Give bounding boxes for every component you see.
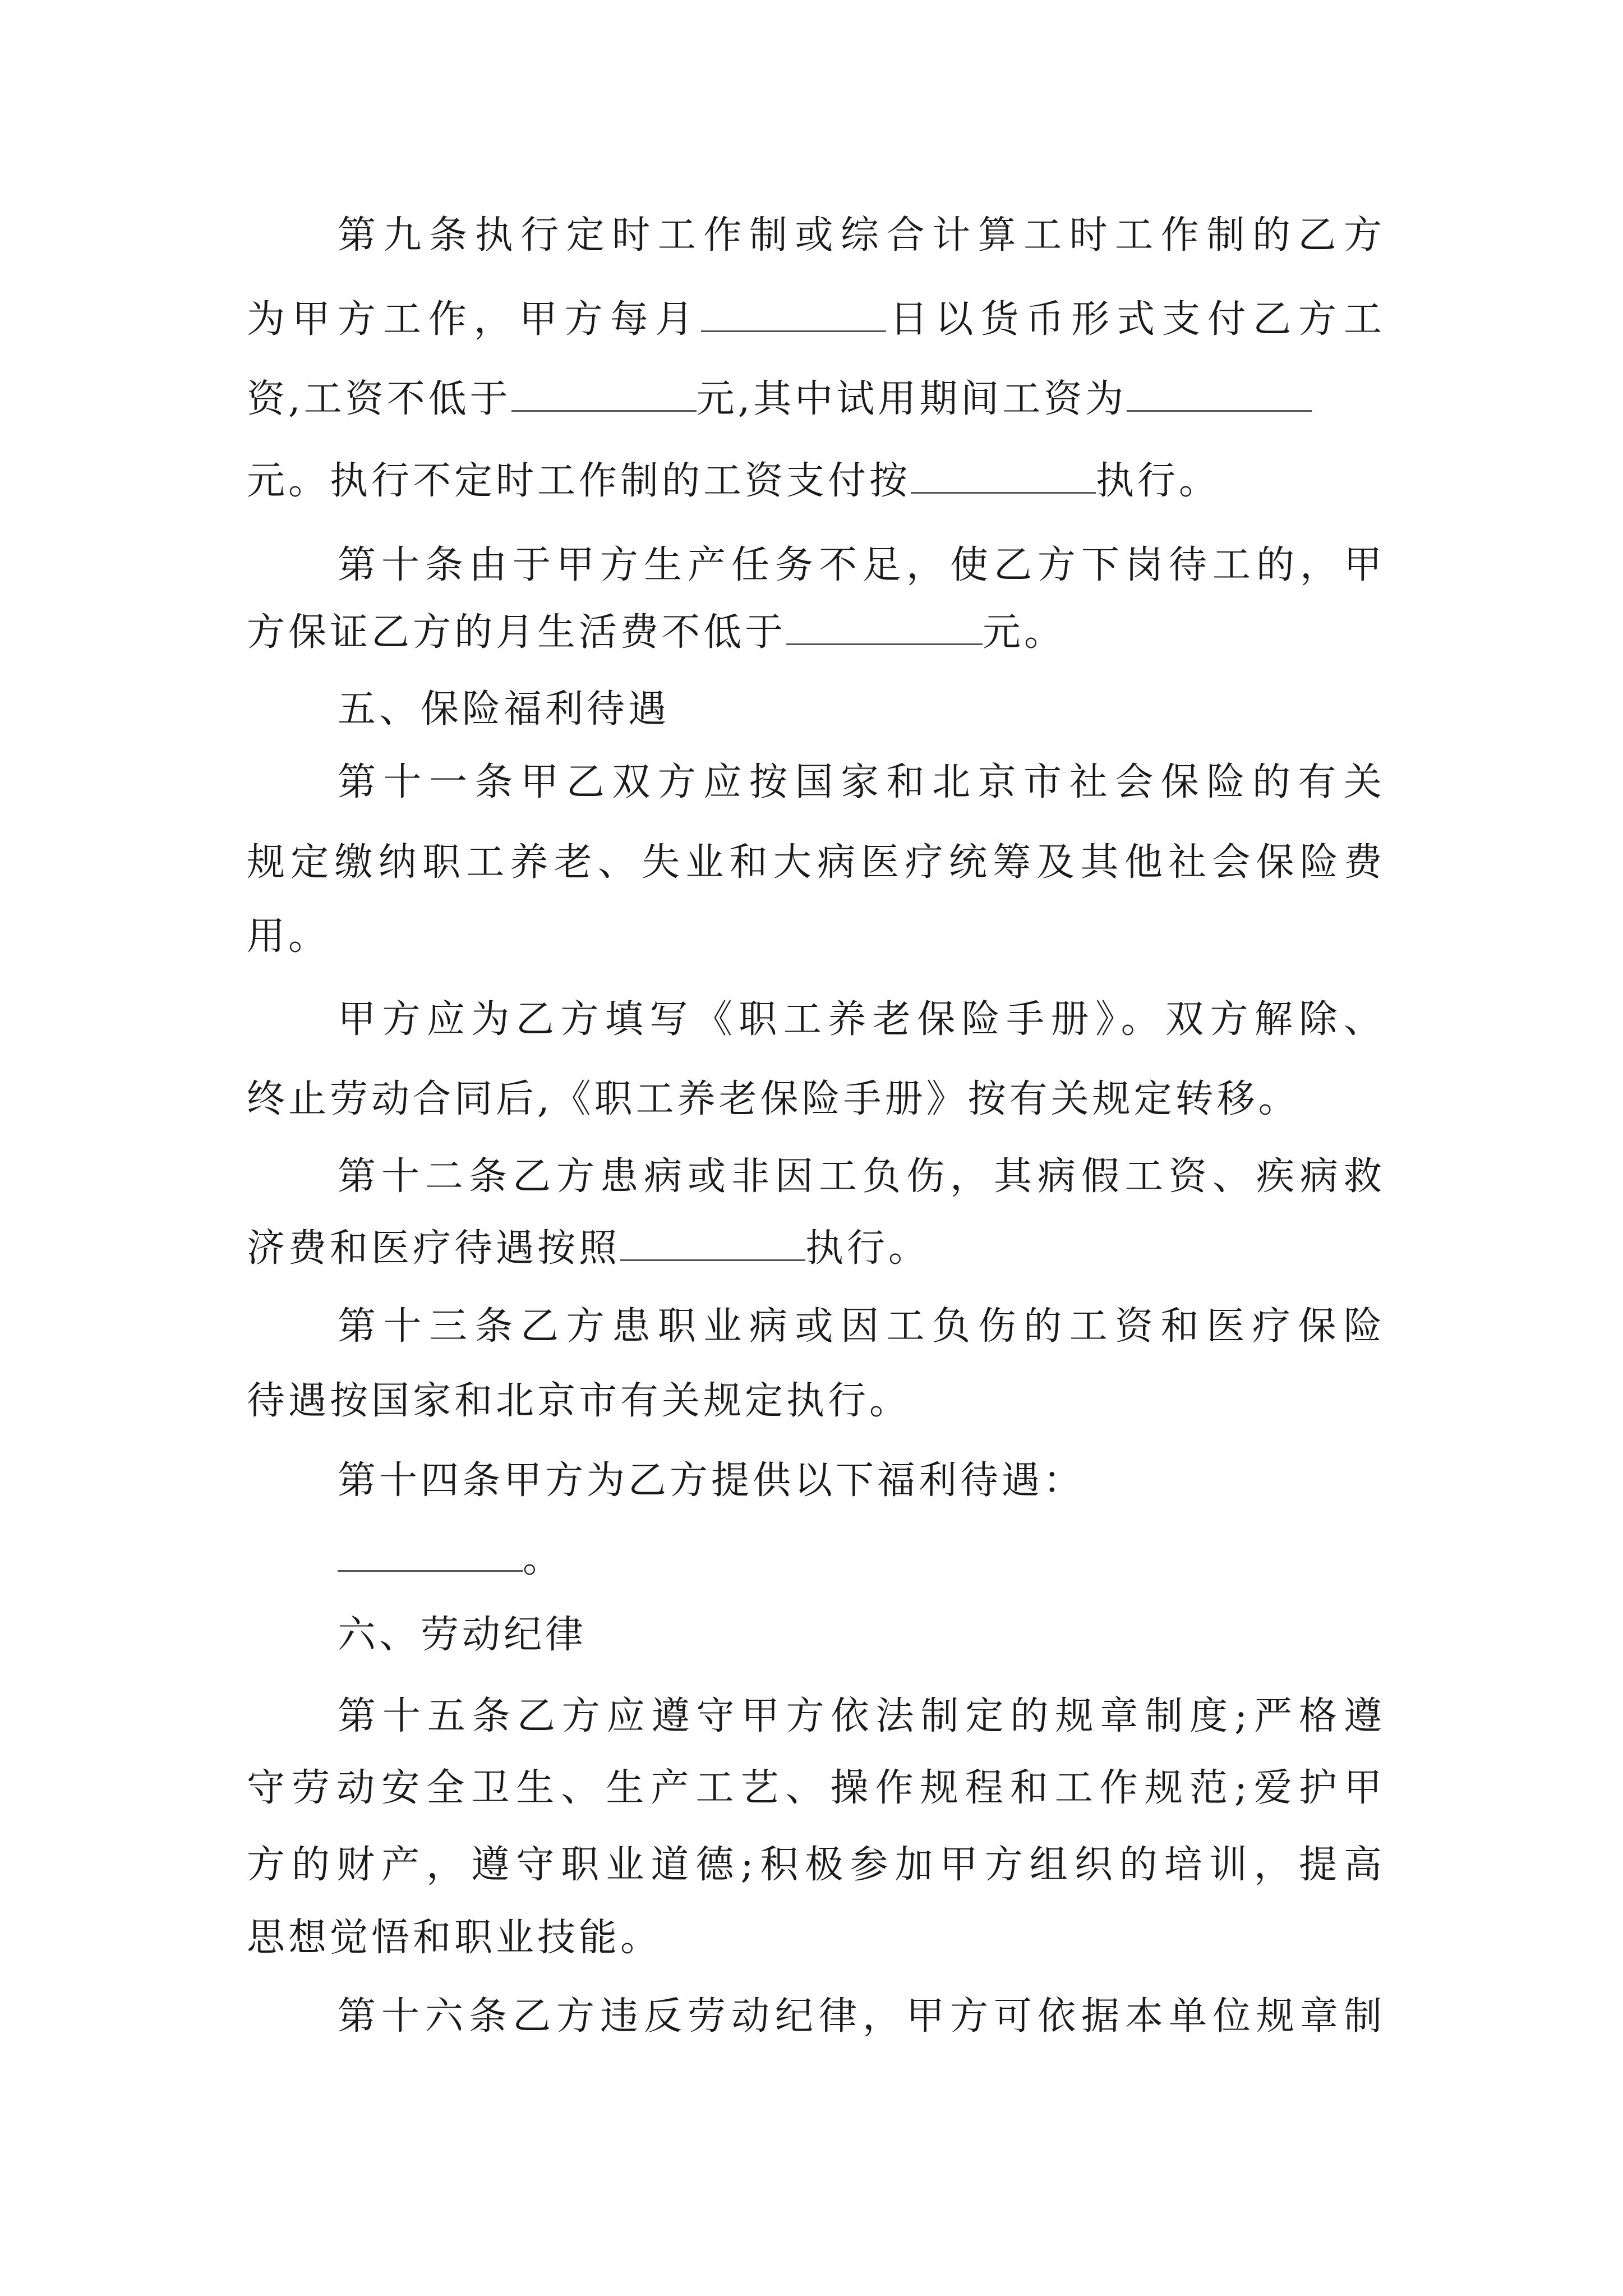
- section-heading: [338, 1607, 1385, 1663]
- text-line: [338, 537, 1385, 593]
- section-heading: [338, 682, 1385, 738]
- text-segment: 守劳动安全卫生、生产工艺、操作规程和工作规范;爱护甲: [247, 1766, 1385, 1810]
- fill-in-blank: [1127, 375, 1312, 412]
- text-segment: 规定缴纳职工养老、失业和大病医疗统筹及其他社会保险费: [247, 840, 1385, 885]
- text-segment: 资,工资不低于: [247, 377, 511, 421]
- text-segment: 第十六条乙方违反劳动纪律，甲方可依据本单位规章制: [338, 1994, 1385, 2039]
- text-segment: 第十五条乙方应遵守甲方依法制定的规章制度;严格遵: [338, 1694, 1385, 1738]
- text-segment: 方的财产，遵守职业道德;积极参加甲方组织的培训，提高: [247, 1843, 1385, 1887]
- text-segment: 方保证乙方的月生活费不低于: [247, 610, 787, 655]
- text-line: [338, 1531, 1385, 1588]
- text-segment: 元,其中试用期间工资为: [696, 377, 1127, 421]
- text-segment: 济费和医疗待遇按照: [247, 1226, 621, 1271]
- fill-in-blank: [786, 609, 983, 645]
- text-segment: 甲方应为乙方填写《职工养老保险手册》。双方解除、: [338, 997, 1385, 1042]
- text-line: [247, 1071, 1385, 1128]
- text-segment: 第十二条乙方患病或非因工负伤，其病假工资、疾病救: [338, 1154, 1385, 1199]
- text-line: [338, 1299, 1385, 1355]
- text-line: [338, 208, 1385, 264]
- text-segment: 执行。: [805, 1226, 930, 1271]
- text-segment: 第十一条甲乙双方应按国家和北京市社会保险的有关: [338, 760, 1385, 804]
- text-line: [247, 1760, 1385, 1816]
- text-segment: 第九条执行定时工作制或综合计算工时工作制的乙方: [338, 213, 1385, 257]
- text-segment: 思想觉悟和职业技能。: [247, 1916, 662, 1960]
- text-line: [247, 371, 1385, 427]
- text-line: [247, 1837, 1385, 1893]
- text-line: [247, 909, 1385, 965]
- text-line: [247, 453, 1385, 509]
- text-segment: 六、劳动纪律: [338, 1613, 587, 1657]
- text-line: [247, 605, 1385, 661]
- text-line: [247, 1910, 1385, 1966]
- text-line: [247, 292, 1385, 348]
- text-segment: 。: [523, 1537, 565, 1581]
- fill-in-blank: [338, 1535, 523, 1572]
- text-segment: 元。执行不定时工作制的工资支付按: [247, 459, 911, 503]
- fill-in-blank: [911, 457, 1096, 494]
- text-segment: 第十条由于甲方生产任务不足，使乙方下岗待工的，甲: [338, 543, 1385, 587]
- text-segment: 第十四条甲方为乙方提供以下福利待遇：: [338, 1458, 1085, 1503]
- text-segment: 五、保险福利待遇: [338, 687, 670, 731]
- fill-in-blank: [701, 296, 886, 332]
- text-line: [338, 1453, 1385, 1509]
- text-line: [338, 992, 1385, 1048]
- text-segment: 第十三条乙方患职业病或因工负伤的工资和医疗保险: [338, 1304, 1385, 1349]
- text-line: [247, 1221, 1385, 1277]
- text-segment: 元。: [983, 610, 1066, 655]
- text-segment: 待遇按国家和北京市有关规定执行。: [247, 1379, 911, 1423]
- text-segment: 执行。: [1096, 459, 1221, 503]
- fill-in-blank: [511, 375, 697, 412]
- text-segment: 用。: [247, 914, 330, 959]
- fill-in-blank: [620, 1225, 805, 1261]
- text-line: [338, 1989, 1385, 2045]
- text-line: [338, 1688, 1385, 1745]
- text-line: [338, 1149, 1385, 1205]
- text-segment: 终止劳动合同后,《职工养老保险手册》按有关规定转移。: [247, 1077, 1300, 1121]
- text-segment: 为甲方工作，甲方每月: [247, 297, 701, 342]
- text-segment: 日以货币形式支付乙方工: [886, 297, 1385, 342]
- text-line: [338, 754, 1385, 811]
- text-line: [247, 1373, 1385, 1429]
- text-line: [247, 835, 1385, 891]
